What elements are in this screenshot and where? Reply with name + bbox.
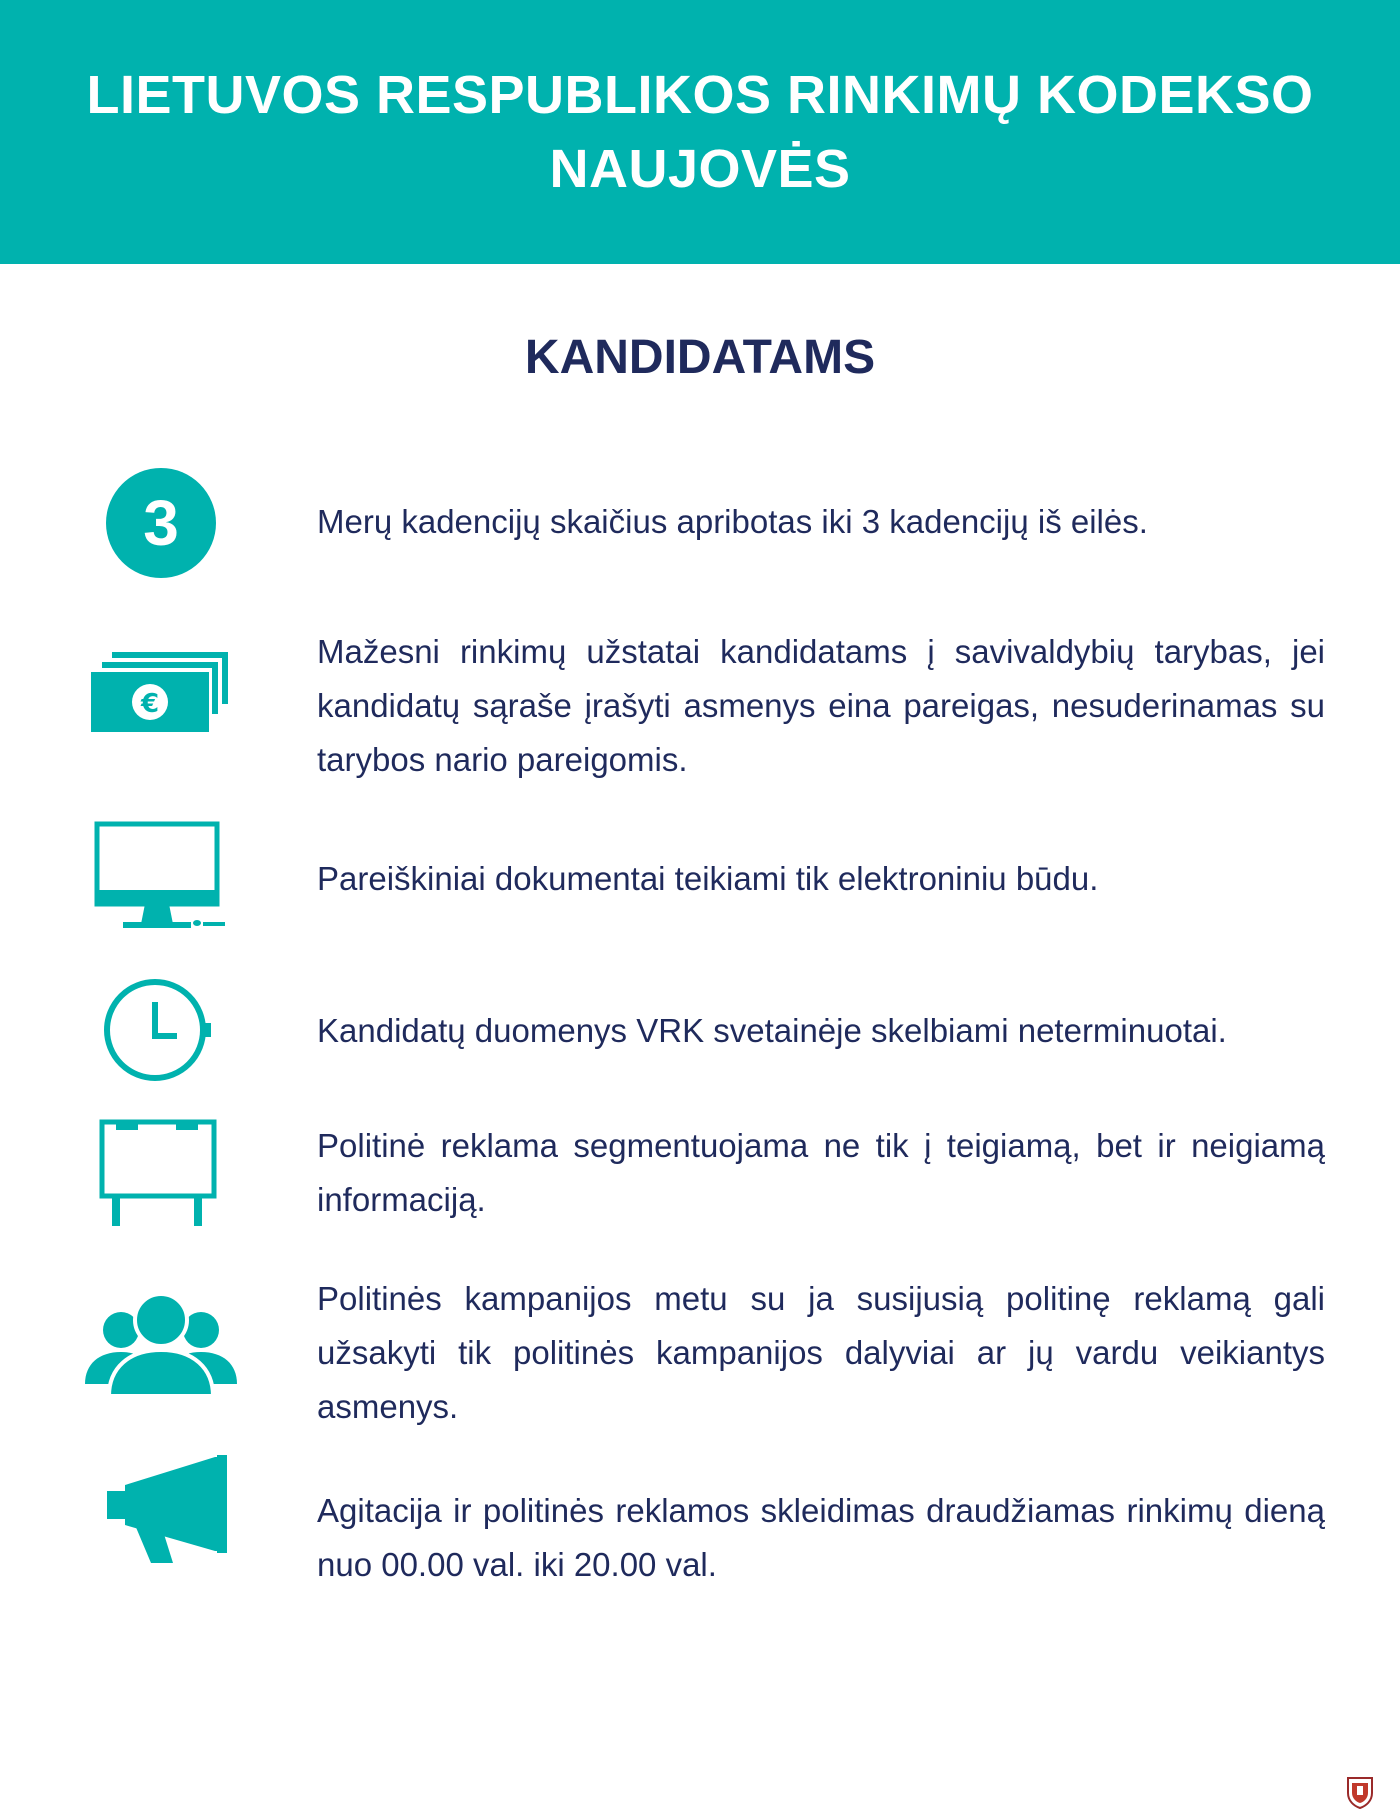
page-title-line-1: LIETUVOS RESPUBLIKOS RINKIMŲ KODEKSO <box>86 65 1314 125</box>
svg-text:€: € <box>140 689 160 719</box>
coat-of-arms-logo <box>1345 1775 1375 1809</box>
item-text-5: Politinė reklama segmentuojama ne tik į teigiamą, bet ir neigiamą informaciją. <box>317 1127 1325 1218</box>
computer-monitor-icon <box>93 820 228 932</box>
item-text-4: Kandidatų duomenys VRK svetainėje skelbiami neterminuotai. <box>317 1012 1227 1049</box>
people-group-icon <box>83 1290 239 1398</box>
money-icon <box>90 650 230 734</box>
clock-icon <box>103 978 223 1082</box>
item-text-1: Merų kadencijų skaičius apribotas iki 3 kadencijų iš eilės. <box>317 503 1148 540</box>
item-text-2: Mažesni rinkimų užstatai kandidatams į savivaldybių tarybas, jei kandidatų sąraše įrašyti asmenys eina pareigas, nesuderinamas su tarybos nario pareigomis. <box>317 633 1325 778</box>
number-three-icon <box>105 467 217 579</box>
badge-number: 3 <box>143 487 179 559</box>
header-banner <box>0 0 1400 264</box>
section-title: KANDIDATAMS <box>524 331 876 384</box>
item-text-7: Agitacija ir politinės reklamos skleidimas draudžiamas rinkimų dieną nuo 00.00 val. iki 20.00 val. <box>317 1492 1325 1583</box>
megaphone-icon <box>105 1455 230 1567</box>
page-title-line-2: NAUJOVĖS <box>549 139 851 199</box>
item-text-3: Pareiškiniai dokumentai teikiami tik elektroniniu būdu. <box>317 860 1099 897</box>
item-text-6: Politinės kampanijos metu su ja susijusią politinę reklamą gali užsakyti tik politinės kampanijos dalyviai ar jų vardu veikiantys asmenys. <box>317 1280 1325 1425</box>
billboard-icon <box>98 1118 218 1228</box>
